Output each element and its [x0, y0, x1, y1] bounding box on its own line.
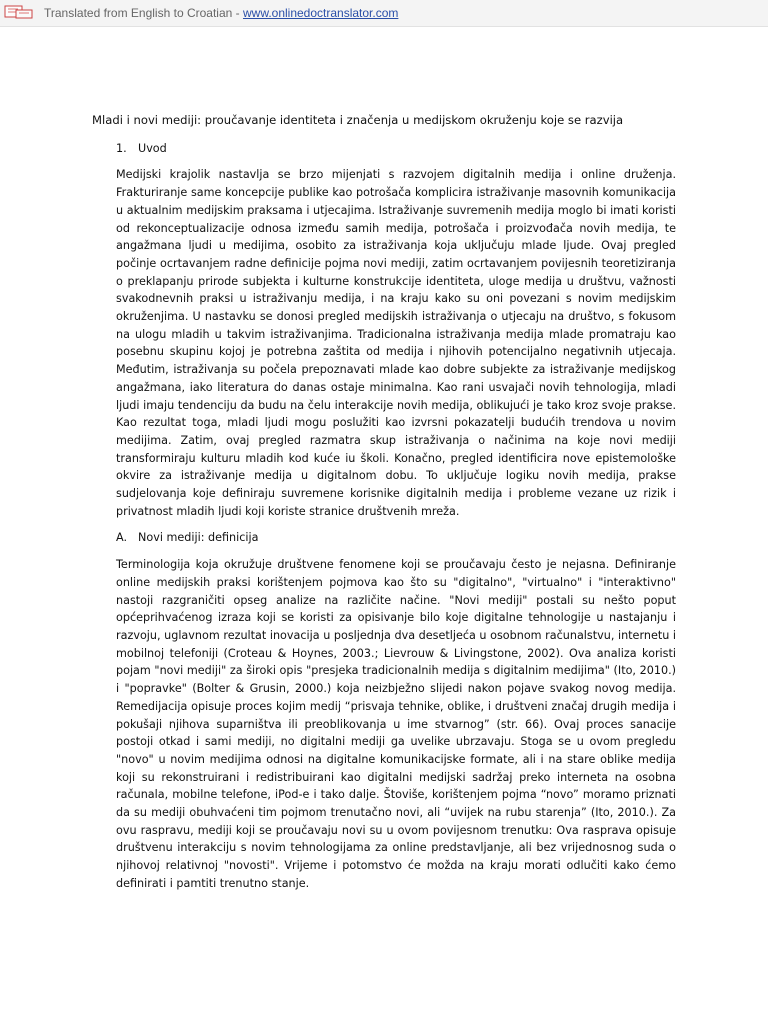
document-body	[92, 112, 676, 902]
translator-link[interactable]: www.onlinedoctranslator.com	[242, 6, 399, 20]
definition-paragraph: Terminologija koja okružuje društvene fenomene koji se proučavaju često je nejasna. Definiranje online medijskih praksi korištenjem pojmova kao što su "digitalno", "virtualno" i "interaktivno" nastoji razgraničiti opseg analize na različite načine. "Novi mediji" postali su nešto poput općeprihvaćenog izraza koji se koristi za opisivanje bilo koje digitalne tehnologije u nastajanju i razvoju, uglavnom rezultat inovacija u posljednja dva desetljeća u osobnom računalstvu, internetu i mobilnoj telefoniji (Croteau & Hoynes, 2003.; Lievrouw & Livingstone, 2002). Ova analiza koristi pojam "novi mediji" za široki opis "presjeka tradicionalnih medija s digitalnim medijima" (Ito, 2010.) i "popravke" (Bolter & Grusin, 2000.) koja neizbježno slijedi nakon pojave svakog novog medija. Remedijacija opisuje proces kojim medij “prisvaja tehnike, oblike, i društveni značaj drugih medija i pokušaji njihova suparništva ili preoblikovanja u ime stvarnog” (str. 66). Ovaj proces sanacije postoji otkad i sami mediji, no digitalni mediji ga uvelike ubrzavaju. Stoga se u ovom pregledu "novo" u novim medijima odnosi na digitalne komunikacijske formate, ali i na stare oblike medija koji su rekonstruirani i redistribuirani kao digitalni medijski sadržaj preko interneta na osobna računala, mobilne telefone, iPod-e i tako dalje. Štoviše, korištenjem pojma “novo” moramo priznati da su mediji obuhvaćeni tim pojmom trenutačno novi, ali “uvijek na rubu starenja” (Ito, 2010.). Za ovu raspravu, mediji koji se proučavaju novi su u ovom povijesnom trenutku: Ova rasprava opisuje društvenu interakciju s novim tehnologijama za online predstavljanje, ali bez vrijednosnog suda o njihovoj relativnoj "novosti". Vrijeme i potomstvo će možda na kraju morati odlučiti kako ćemo definirati i pamtiti trenutno stanje.	[116, 558, 676, 890]
document-title: Mladi i novi mediji: proučavanje identiteta i značenja u medijskom okruženju koje se razvija	[92, 113, 624, 127]
section-heading-text: Novi mediji: definicija	[138, 531, 259, 545]
section-number: A.	[116, 531, 128, 545]
banner-prefix: Translated from English to Croatian -	[44, 6, 243, 20]
section-number: 1.	[116, 141, 127, 155]
intro-paragraph: Medijski krajolik nastavlja se brzo mijenjati s razvojem digitalnih medija i online druženja. Frakturiranje same koncepcije publike kao potrošača komplicira istraživanje masovnih komunikacija u aktualnim medijskim praksama i utjecajima. Istraživanje suvremenih medija moglo bi imati koristi od rekonceptualizacije odnosa između samih medija, potrošača i proizvođača novih medija, te angažmana ljudi u medijima, osobito za istraživanja koja uključuju mlade ljude. Ovaj pregled počinje ocrtavanjem radne definicije pojma novi mediji, zatim ocrtavanjem povijesnih teoretiziranja o preklapanju prirode subjekta i kulturne konstrukcije identiteta, uloge medija u društvu, važnosti svakodnevnih praksi u istraživanju medija, i na kraju kako su oni povezani s novim medijskim okruženjima. U nastavku se donosi pregled medijskih istraživanja o utjecaju na društvo, s fokusom na ulogu mladih u takvim istraživanjima. Tradicionalna istraživanja medija mlade promatraju kao posebnu skupinu kojoj je potrebna zaštita od medija i njihovih potencijalno negativnih utjecaja. Međutim, istraživanja su počela prepoznavati mlade kao dobre subjekte za istraživanje medijskog angažmana, iako literatura do danas ostaje minimalna. Kao rani usvajači novih tehnologija, mladi ljudi imaju tendenciju da budu na čelu interakcije novih medija, oblikujući je tako kroz svoje prakse. Kao rezultat toga, mladi ljudi mogu poslužiti kao izvrsni pokazatelji budućih trendova u novim medijima. Zatim, ovaj pregled razmatra skup istraživanja o načinima na koje novi mediji transformiraju kulturu mladih kod kuće iu školi. Konačno, pregled identificira nove epistemološke okvire za istraživanje medija u digitalnom dobu. To uključuje logiku novih medija, prakse sudjelovanja koje definiraju suvremene korisnike digitalnih medija i probleme vezane uz rizik i privatnost mladih ljudi koji koriste stranice društvenih mreža.	[116, 168, 676, 518]
translator-banner	[0, 0, 768, 27]
section-heading-definition	[116, 529, 676, 547]
section-heading-text: Uvod	[138, 141, 167, 155]
translator-logo-icon	[4, 5, 34, 19]
banner-text	[44, 6, 398, 20]
section-heading-intro	[116, 140, 676, 158]
